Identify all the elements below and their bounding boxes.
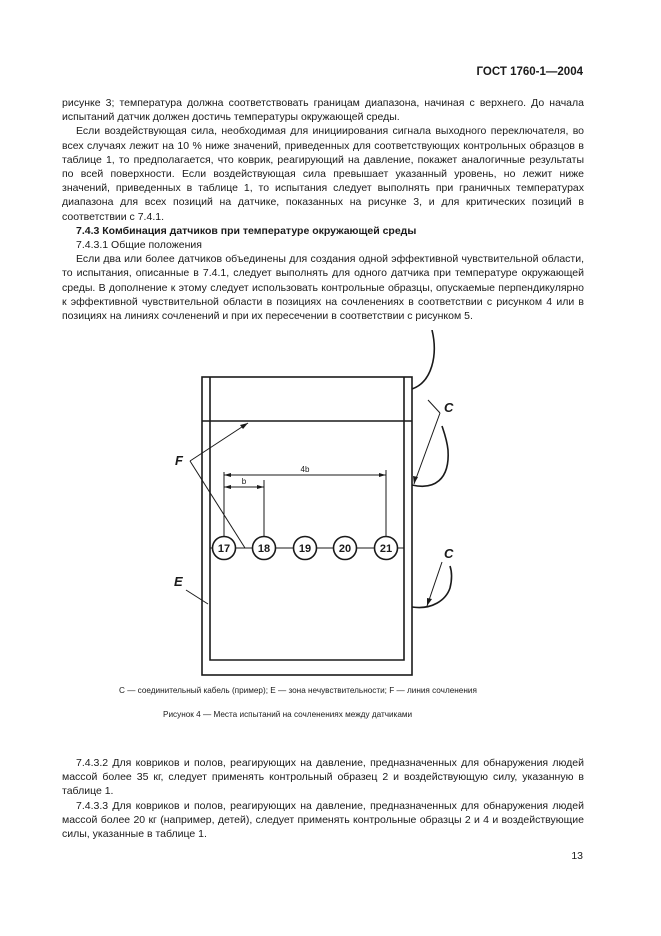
test-point-label: 19 — [298, 543, 312, 555]
document-header: ГОСТ 1760-1—2004 — [476, 66, 583, 78]
top-text-block — [62, 96, 584, 323]
figure-caption: Рисунок 4 — Места испытаний на сочленениях между датчиками — [163, 710, 413, 719]
test-point-label: 20 — [338, 543, 352, 555]
subsection-heading: 7.4.3.1 Общие положения — [76, 239, 202, 252]
dimension-b-label: b — [241, 477, 247, 486]
paragraph-1: рисунке 3; температура должна соответствовать границам диапазона, начиная с верхнего. До начала испытаний датчик должен достичь температуры окружающей среды. — [62, 97, 584, 124]
dimension-4b-label: 4b — [300, 465, 310, 474]
sensor-inner-frame — [210, 377, 404, 660]
paragraph-5: 7.4.3.3 Для ковриков и полов, реагирующих на давление, предназначенных для обнаружения людей массой более 20 кг (например, детей), следует применять контрольные образцы 2 и 4 и воздействующие силы, указанные в таблице 1. — [62, 799, 584, 841]
label-c-top: C — [444, 400, 454, 415]
figure-4-diagram — [160, 330, 480, 680]
label-f: F — [175, 453, 183, 468]
test-point-label: 21 — [379, 543, 393, 555]
page-number: 13 — [571, 850, 583, 862]
label-c-bottom: C — [444, 546, 454, 561]
label-e: E — [174, 574, 183, 589]
bottom-text-block — [62, 756, 584, 841]
paragraph-4: 7.4.3.2 Для ковриков и полов, реагирующих на давление, предназначенных для обнаружения людей массой более 35 кг, следует применять контрольный образец 2 и воздействующую силу, указанную в таблице 1. — [62, 757, 584, 798]
cable-bottom — [412, 566, 452, 608]
test-point-label: 17 — [217, 543, 231, 555]
paragraph-3: Если два или более датчиков объединены для создания одной эффективной чувствительной области, то испытания, описанные в 7.4.1, следует выполнять для одного датчика при температуре окружающей среды. В дополнение к этому следует использовать контрольные образцы, опускаемые перпендикулярно к эффективной чувствительной области в позициях на сочленениях в соответствии с рисунком 4 или в позициях на линиях сочленений и при их пересечении в соответствии с рисунком 5. — [62, 253, 584, 323]
paragraph-2: Если воздействующая сила, необходимая для инициирования сигнала выходного переключателя, во всех случаях лежит на 10 % ниже значений, приведенных для соответствующих контрольных образцов в таблице 1, то предполагается, что коврик, реагирующий на давление, покажет аналогичные результаты по всей поверхности. Если воздействующая сила превышает указанный уровень, но лежит ниже значений, приведенных в таблице 1, то испытания следует выполнять при граничных температурах диапазона для всех позиций на датчике, показанных на рисунке 3, и для критических позиций в соответствии с 7.4.1. — [62, 125, 584, 223]
cable-top — [412, 330, 434, 389]
figure-legend: C — соединительный кабель (пример); E — зона нечувствительности; F — линия сочленения — [119, 686, 477, 695]
test-point-label: 18 — [257, 543, 271, 555]
section-heading: 7.4.3 Комбинация датчиков при температуре окружающей среды — [76, 224, 417, 237]
